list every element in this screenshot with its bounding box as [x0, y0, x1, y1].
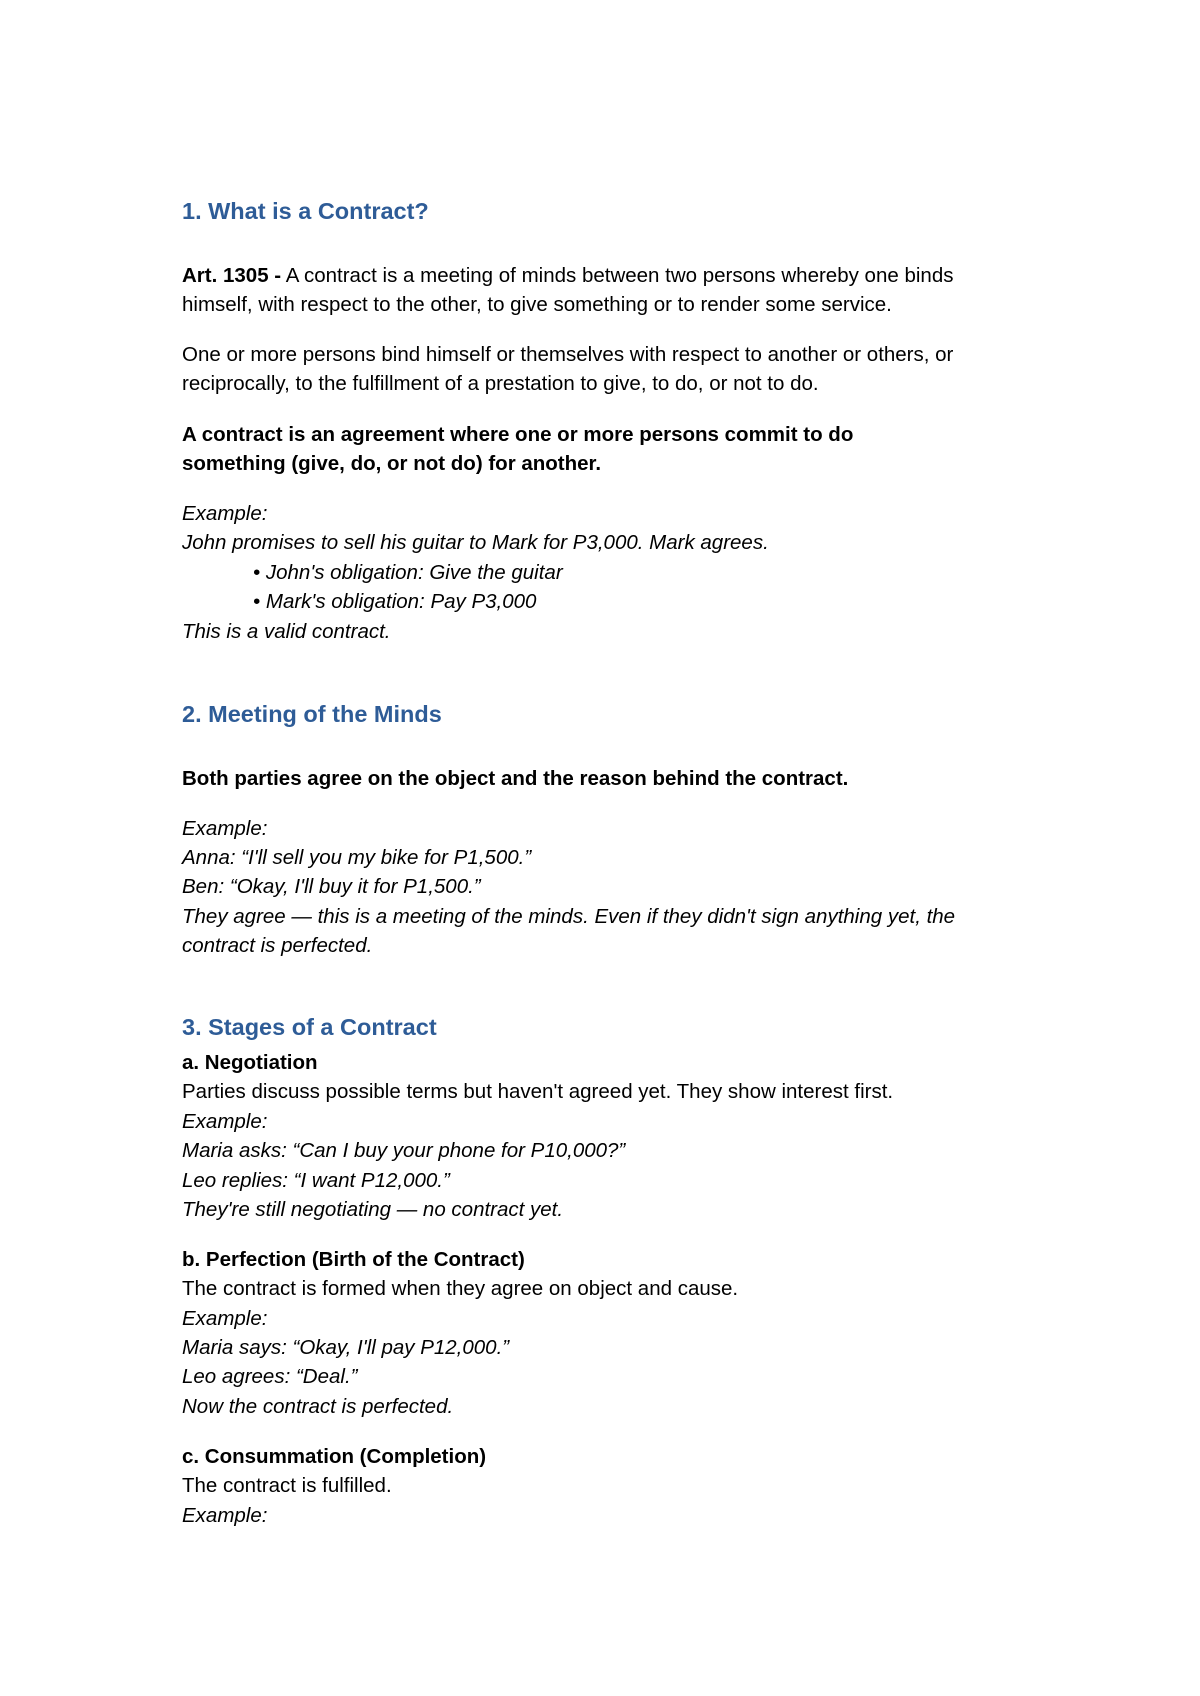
section3-heading: 3. Stages of a Contract: [182, 1014, 437, 1040]
section1-bullet-mark: • Mark's obligation: Pay P3,000: [253, 590, 537, 613]
art-1305-line1: [182, 261, 953, 291]
stage-b-example-label: Example:: [182, 1307, 268, 1330]
stage-a-desc: Parties discuss possible terms but haven't agreed yet. They show interest first.: [182, 1080, 894, 1103]
section2-example-line3: They agree — this is a meeting of the minds. Even if they didn't sign anything yet, the: [182, 905, 956, 928]
section2-heading: 2. Meeting of the Minds: [182, 701, 442, 727]
stage-c-example-label: Example:: [182, 1504, 268, 1527]
section2-example-label: Example:: [182, 817, 268, 840]
stage-a-title: a. Negotiation: [182, 1051, 318, 1074]
section1-example-label: Example:: [182, 502, 268, 525]
stage-b-title: b. Perfection (Birth of the Contract): [182, 1248, 525, 1271]
section1-para2-line2: reciprocally, to the fulfillment of a prestation to give, to do, or not to do.: [182, 372, 819, 395]
stage-b-example-line1: Maria says: “Okay, I'll pay P12,000.”: [182, 1336, 510, 1359]
section1-definition-line1: A contract is an agreement where one or more persons commit to do: [182, 423, 854, 446]
stage-a-example-label: Example:: [182, 1110, 268, 1133]
section2-example-line4: contract is perfected.: [182, 934, 373, 957]
stage-a-example-line2: Leo replies: “I want P12,000.”: [182, 1169, 450, 1192]
section1-para2-line1: One or more persons bind himself or themselves with respect to another or others, or: [182, 343, 954, 366]
stage-b-example-line2: Leo agrees: “Deal.”: [182, 1365, 358, 1388]
section1-bullet-john: • John's obligation: Give the guitar: [253, 561, 563, 584]
stage-b-desc: The contract is formed when they agree on object and cause.: [182, 1277, 739, 1300]
section2-definition: Both parties agree on the object and the reason behind the contract.: [182, 767, 849, 790]
section1-example-conclusion: This is a valid contract.: [182, 620, 391, 643]
stage-c-title: c. Consummation (Completion): [182, 1445, 487, 1468]
art-1305-text-line1: A contract is a meeting of minds between two persons whereby one binds: [281, 264, 954, 287]
stage-b-example-line3: Now the contract is perfected.: [182, 1395, 454, 1418]
stage-a-example-line3: They're still negotiating — no contract yet.: [182, 1198, 564, 1221]
art-1305-text-line2: himself, with respect to the other, to give something or to render some service.: [182, 293, 892, 316]
stage-a-example-line1: Maria asks: “Can I buy your phone for P10,000?”: [182, 1139, 626, 1162]
section2-example-line2: Ben: “Okay, I'll buy it for P1,500.”: [182, 875, 481, 898]
section1-definition-line2: something (give, do, or not do) for another.: [182, 452, 602, 475]
section1-example-line1: John promises to sell his guitar to Mark for P3,000. Mark agrees.: [182, 531, 769, 554]
section1-heading: 1. What is a Contract?: [182, 198, 429, 224]
art-1305-label: Art. 1305 -: [182, 264, 282, 287]
stage-c-desc: The contract is fulfilled.: [182, 1474, 392, 1497]
section2-example-line1: Anna: “I'll sell you my bike for P1,500.”: [182, 846, 532, 869]
